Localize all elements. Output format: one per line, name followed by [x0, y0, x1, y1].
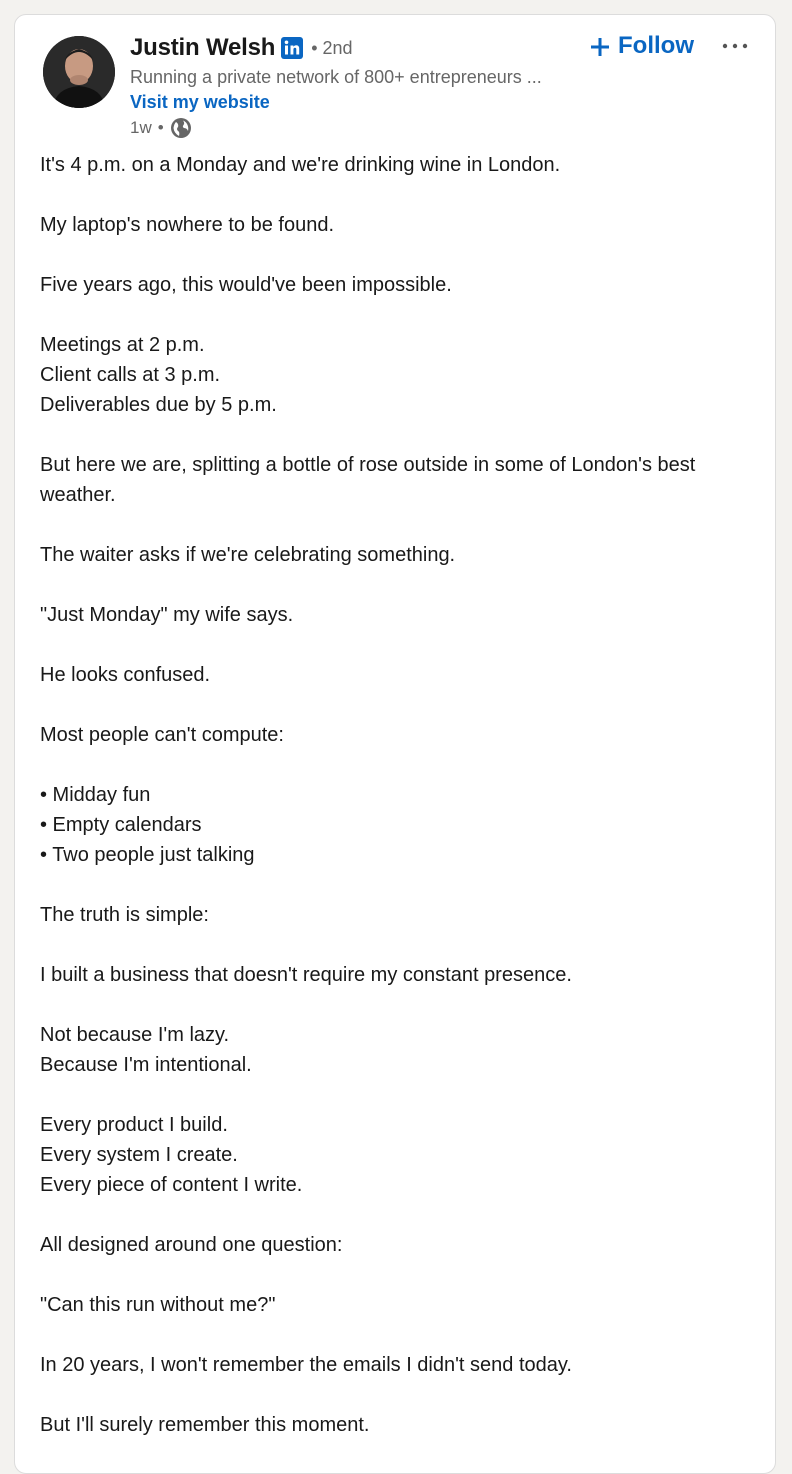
more-options-button[interactable]	[719, 31, 751, 59]
post-line: I built a business that doesn't require my constant presence.	[40, 964, 572, 986]
post-line: Every piece of content I write.	[40, 1174, 303, 1196]
post-line: Not because I'm lazy.	[40, 1024, 230, 1046]
post-line: Every product I build.	[40, 1114, 228, 1136]
globe-icon	[170, 117, 192, 139]
author-name[interactable]: Justin Welsh	[130, 34, 276, 61]
author-avatar[interactable]	[43, 36, 115, 108]
post-paragraph	[40, 1290, 755, 1320]
post-paragraph	[40, 720, 755, 750]
post-line: Meetings at 2 p.m.	[40, 334, 205, 356]
post-line: Every system I create.	[40, 1144, 238, 1166]
post-line: • Two people just talking	[40, 844, 255, 866]
follow-button[interactable]	[590, 29, 694, 63]
post-line: • Empty calendars	[40, 814, 202, 836]
connection-degree: • 2nd	[311, 37, 353, 58]
post-paragraph	[40, 210, 755, 240]
linkedin-badge-icon	[281, 37, 303, 59]
post-paragraph	[40, 660, 755, 690]
post-line: The waiter asks if we're celebrating something.	[40, 544, 456, 566]
post-paragraph	[40, 780, 755, 870]
post-line: Client calls at 3 p.m.	[40, 364, 221, 386]
post-line: It's 4 p.m. on a Monday and we're drinking wine in London.	[40, 154, 561, 176]
post-line: • Midday fun	[40, 784, 151, 806]
author-headline: Running a private network of 800+ entrepreneurs ...	[130, 67, 542, 87]
post-card	[14, 14, 776, 1474]
post-paragraph	[40, 540, 755, 570]
post-paragraph	[40, 150, 755, 180]
ellipsis-icon	[722, 36, 748, 54]
post-line: All designed around one question:	[40, 1234, 343, 1256]
post-paragraph	[40, 1020, 755, 1080]
post-paragraph	[40, 1410, 755, 1440]
post-paragraph	[40, 330, 755, 420]
post-line: But I'll surely remember this moment.	[40, 1414, 370, 1436]
post-line: Most people can't compute:	[40, 724, 284, 746]
post-line: My laptop's nowhere to be found.	[40, 214, 335, 236]
post-line: "Just Monday" my wife says.	[40, 604, 294, 626]
post-text	[40, 150, 755, 1470]
post-line: The truth is simple:	[40, 904, 209, 926]
post-paragraph	[40, 270, 755, 300]
post-line: In 20 years, I won't remember the emails I didn't send today.	[40, 1354, 572, 1376]
post-paragraph	[40, 600, 755, 630]
post-paragraph	[40, 1350, 755, 1380]
plus-icon	[590, 36, 610, 56]
post-time: 1w	[130, 118, 152, 137]
author-info	[130, 31, 590, 141]
follow-label: Follow	[618, 32, 694, 59]
post-paragraph	[40, 1110, 755, 1200]
post-paragraph	[40, 900, 755, 930]
post-paragraph	[40, 1230, 755, 1260]
post-line: "Can this run without me?"	[40, 1294, 276, 1316]
post-meta	[130, 115, 590, 141]
post-line: He looks confused.	[40, 664, 211, 686]
meta-separator: •	[157, 118, 164, 137]
post-paragraph	[40, 450, 755, 510]
author-name-line	[130, 31, 590, 65]
visit-website-link[interactable]: Visit my website	[130, 92, 270, 112]
post-header	[15, 15, 775, 145]
post-line: Deliverables due by 5 p.m.	[40, 394, 277, 416]
post-line: Five years ago, this would've been impossible.	[40, 274, 452, 296]
post-line: Because I'm intentional.	[40, 1054, 252, 1076]
post-paragraph	[40, 960, 755, 990]
post-line: But here we are, splitting a bottle of rose outside in some of London's best weather.	[40, 454, 696, 506]
